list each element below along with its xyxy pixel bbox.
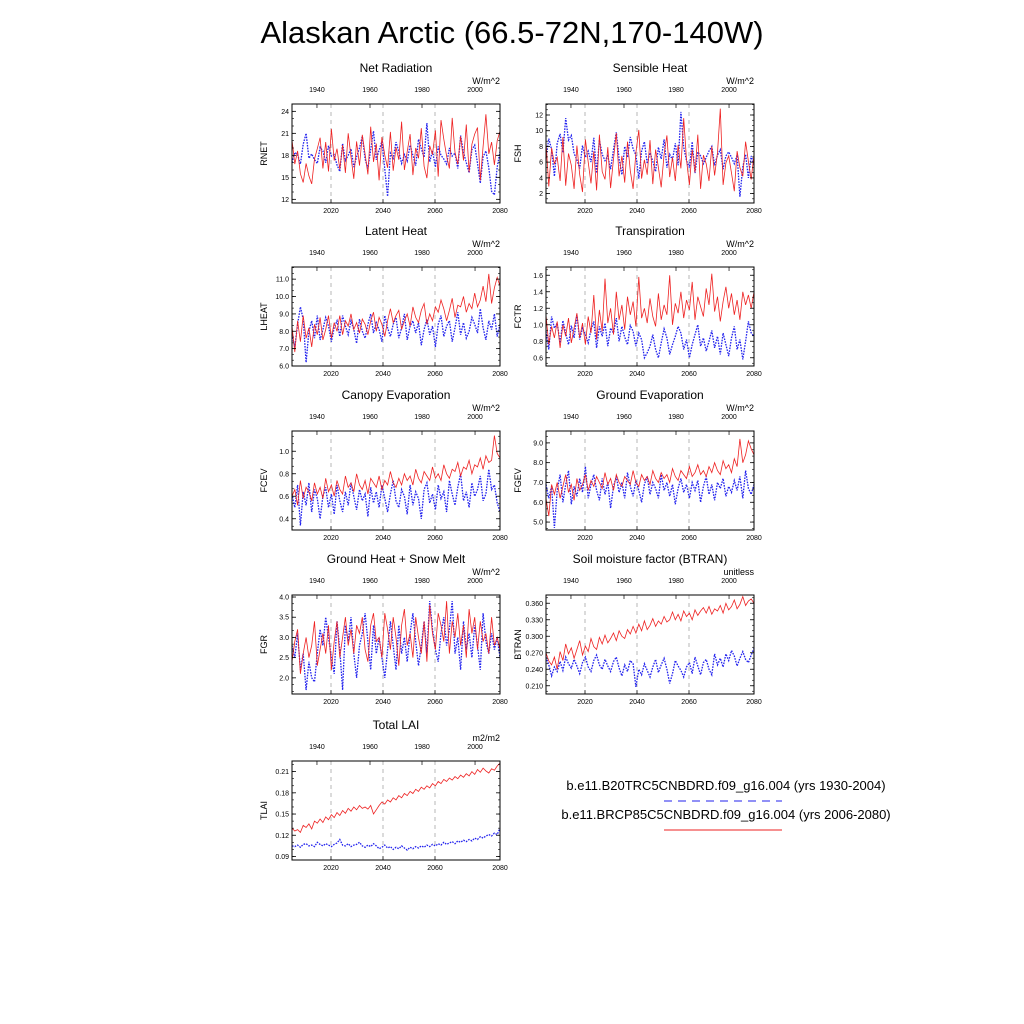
x-top-tick-label: 2000 [467,87,483,94]
x-top-tick-label: 1940 [563,578,579,585]
x-top-tick-label: 1940 [309,414,325,421]
y-tick-label: 0.240 [525,666,543,674]
x-top-tick-label: 2000 [467,744,483,751]
x-top-tick-label: 2000 [467,250,483,257]
y-tick-label: 11.0 [275,276,289,284]
panels-group [259,61,762,872]
y-axis-label: RNET [259,141,269,166]
y-axis-label: BTRAN [513,629,523,660]
series-historical-line [292,828,500,850]
x-bottom-tick-label: 2080 [492,699,508,706]
y-tick-label: 1.0 [279,448,289,456]
figure-title: Alaskan Arctic (66.5-72N,170-140W) [260,15,764,50]
y-tick-label: 2.5 [279,655,289,663]
y-tick-label: 9.0 [533,440,543,448]
y-tick-label: 5.0 [533,519,543,527]
panel-title: Net Radiation [359,61,433,75]
x-top-tick-label: 2000 [721,250,737,257]
y-tick-label: 0.8 [533,338,543,346]
y-tick-label: 7.0 [279,346,289,354]
y-tick-label: 7.0 [533,479,543,487]
y-tick-label: 0.09 [275,853,289,861]
panel-lheat [259,224,508,378]
y-tick-label: 1.6 [533,272,543,280]
x-top-tick-label: 1980 [668,87,684,94]
y-tick-label: 0.210 [525,683,543,691]
series-future-line [292,763,500,832]
x-bottom-tick-label: 2080 [492,865,508,872]
x-top-tick-label: 1940 [563,87,579,94]
x-top-tick-label: 2000 [721,414,737,421]
x-bottom-tick-label: 2020 [577,535,593,542]
series-future-line [292,274,500,352]
y-axis-label: LHEAT [259,302,269,331]
y-axis-label: FCEV [259,468,269,493]
series-historical-line [292,123,500,196]
x-top-tick-label: 1980 [668,578,684,585]
y-tick-label: 21 [281,130,289,138]
y-tick-label: 0.8 [279,471,289,479]
panel-units: W/m^2 [472,239,500,249]
x-bottom-tick-label: 2040 [375,535,391,542]
x-top-tick-label: 1940 [563,414,579,421]
panel-units: m2/m2 [472,733,500,743]
y-tick-label: 0.6 [279,493,289,501]
x-bottom-tick-label: 2020 [577,699,593,706]
x-top-tick-label: 1980 [668,250,684,257]
x-bottom-tick-label: 2020 [323,208,339,215]
series-future-line [546,274,754,348]
x-bottom-tick-label: 2040 [629,371,645,378]
y-tick-label: 2.0 [279,675,289,683]
y-tick-label: 0.270 [525,650,543,658]
x-top-tick-label: 1940 [309,250,325,257]
panel-title: Total LAI [372,718,420,732]
x-bottom-tick-label: 2060 [681,208,697,215]
x-top-tick-label: 1960 [616,578,632,585]
x-top-tick-label: 1940 [309,87,325,94]
y-tick-label: 12 [535,112,543,120]
panel-units: W/m^2 [726,403,754,413]
y-tick-label: 8.0 [533,460,543,468]
x-top-tick-label: 1940 [309,578,325,585]
y-tick-label: 0.18 [275,790,289,798]
x-bottom-tick-label: 2080 [492,535,508,542]
x-bottom-tick-label: 2040 [375,865,391,872]
y-tick-label: 3.0 [279,634,289,642]
panel-units: W/m^2 [472,76,500,86]
x-bottom-tick-label: 2020 [323,535,339,542]
x-top-tick-label: 1960 [362,414,378,421]
series-future-line [546,597,754,670]
x-bottom-tick-label: 2080 [746,535,762,542]
y-tick-label: 10.0 [275,294,289,302]
x-top-tick-label: 1940 [563,250,579,257]
x-top-tick-label: 1960 [362,578,378,585]
panel-title: Ground Evaporation [596,388,704,402]
x-bottom-tick-label: 2080 [492,208,508,215]
panel-title: Sensible Heat [612,61,688,75]
panel-tlai [259,718,508,872]
panel-title: Latent Heat [364,224,428,238]
x-top-tick-label: 1960 [362,744,378,751]
panel-title: Soil moisture factor (BTRAN) [572,552,728,566]
x-bottom-tick-label: 2060 [427,699,443,706]
y-tick-label: 1.2 [533,305,543,313]
series-future-line [292,114,500,184]
y-tick-label: 0.4 [279,516,289,524]
y-tick-label: 0.21 [275,769,289,777]
y-axis-label: FGR [259,635,269,654]
panel-title: Transpiration [615,224,685,238]
y-tick-label: 2 [539,191,543,199]
y-tick-label: 0.15 [275,811,289,819]
y-axis-label: TLAI [259,800,269,821]
y-axis-label: FSH [513,144,523,163]
x-top-tick-label: 1980 [668,414,684,421]
series-future-line [546,439,754,516]
x-bottom-tick-label: 2080 [746,208,762,215]
x-bottom-tick-label: 2060 [427,208,443,215]
x-bottom-tick-label: 2040 [629,535,645,542]
x-bottom-tick-label: 2020 [577,208,593,215]
panel-fsh [513,61,762,215]
x-top-tick-label: 2000 [721,578,737,585]
x-bottom-tick-label: 2060 [681,699,697,706]
series-historical-line [546,315,754,360]
x-bottom-tick-label: 2040 [375,371,391,378]
x-bottom-tick-label: 2040 [375,208,391,215]
panel-units: W/m^2 [726,76,754,86]
series-historical-line [546,467,754,528]
plot-frame [292,431,500,530]
x-top-tick-label: 2000 [467,414,483,421]
y-tick-label: 4 [539,175,543,183]
panel-btran [513,552,762,706]
plot-frame [546,595,754,694]
panel-units: W/m^2 [726,239,754,249]
y-tick-label: 6.0 [279,363,289,371]
series-historical-line [546,648,754,687]
x-top-tick-label: 1960 [616,87,632,94]
y-tick-label: 18 [281,152,289,160]
x-top-tick-label: 1980 [414,744,430,751]
x-bottom-tick-label: 2020 [323,371,339,378]
y-tick-label: 0.330 [525,617,543,625]
panel-fctr [513,224,762,378]
y-tick-label: 15 [281,174,289,182]
x-bottom-tick-label: 2040 [629,208,645,215]
panel-title: Ground Heat + Snow Melt [326,552,466,566]
y-tick-label: 6.0 [533,499,543,507]
y-tick-label: 0.12 [275,832,289,840]
x-top-tick-label: 1940 [309,744,325,751]
series-future-line [292,436,500,506]
y-tick-label: 3.5 [279,614,289,622]
x-top-tick-label: 1960 [362,87,378,94]
x-top-tick-label: 1960 [616,414,632,421]
x-bottom-tick-label: 2060 [427,371,443,378]
y-axis-label: FGEV [513,468,523,493]
y-tick-label: 9.0 [279,311,289,319]
legend-label-historical: b.e11.B20TRC5CNBDRD.f09_g16.004 (yrs 1930-2004) [566,778,886,793]
x-bottom-tick-label: 2060 [427,535,443,542]
x-bottom-tick-label: 2020 [323,865,339,872]
x-bottom-tick-label: 2040 [375,699,391,706]
y-tick-label: 10 [535,128,543,136]
panel-rnet [259,61,508,215]
y-tick-label: 4.0 [279,594,289,602]
y-axis-label: FCTR [513,304,523,329]
x-bottom-tick-label: 2020 [577,371,593,378]
x-bottom-tick-label: 2060 [681,371,697,378]
series-future-line [546,109,754,192]
panel-title: Canopy Evaporation [341,388,451,402]
y-tick-label: 24 [281,108,289,116]
x-bottom-tick-label: 2060 [427,865,443,872]
panel-fgev [513,388,762,542]
legend [561,778,890,830]
panel-units: unitless [723,567,754,577]
x-bottom-tick-label: 2080 [492,371,508,378]
x-top-tick-label: 1960 [362,250,378,257]
y-tick-label: 8 [539,143,543,151]
x-top-tick-label: 1960 [616,250,632,257]
x-bottom-tick-label: 2080 [746,371,762,378]
y-tick-label: 0.360 [525,600,543,608]
panel-units: W/m^2 [472,567,500,577]
x-bottom-tick-label: 2020 [323,699,339,706]
y-tick-label: 12 [281,196,289,204]
y-tick-label: 1.0 [533,322,543,330]
x-top-tick-label: 2000 [721,87,737,94]
y-tick-label: 1.4 [533,289,543,297]
x-bottom-tick-label: 2080 [746,699,762,706]
y-tick-label: 8.0 [279,328,289,336]
panel-fcev [259,388,508,542]
legend-label-future: b.e11.BRCP85C5CNBDRD.f09_g16.004 (yrs 2006-2080) [561,807,891,822]
y-tick-label: 6 [539,159,543,167]
panel-fgr [259,552,508,706]
panel-units: W/m^2 [472,403,500,413]
x-top-tick-label: 2000 [467,578,483,585]
x-top-tick-label: 1980 [414,87,430,94]
x-bottom-tick-label: 2040 [629,699,645,706]
y-tick-label: 0.6 [533,355,543,363]
x-top-tick-label: 1980 [414,414,430,421]
x-bottom-tick-label: 2060 [681,535,697,542]
y-tick-label: 0.300 [525,633,543,641]
x-top-tick-label: 1980 [414,250,430,257]
x-top-tick-label: 1980 [414,578,430,585]
